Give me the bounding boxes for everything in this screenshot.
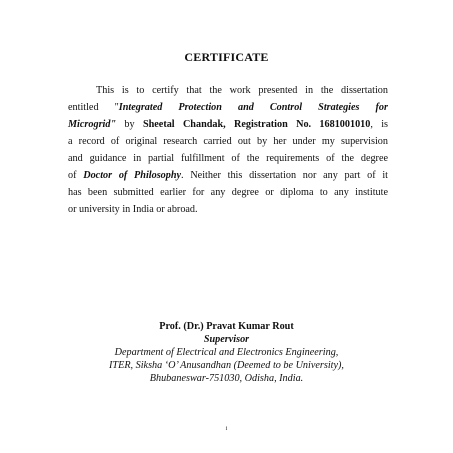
page-title: CERTIFICATE [184,50,269,64]
candidate-name: Sheetal Chandak, Registration No. 1681001010 [142,119,371,130]
entitled-text: entitled " [68,102,119,113]
body-line-3 [68,116,388,133]
page-number: i [225,426,228,432]
body-line-6 [68,167,388,184]
body-line-4: a record of original research carried out by her under my supervision [68,136,388,147]
body-line-8: or university in India or abroad. [68,204,198,215]
body-line-7: has been submitted earlier for any degree or diploma to any institute [68,187,388,198]
address: Bhubaneswar-751030, Odisha, India. [149,373,304,384]
dissertation-title-part1: Integrated Protection and Control Strategies for [118,102,388,113]
by-text: by [116,119,143,130]
degree-name: Doctor of Philosophy [83,170,182,181]
supervisor-name: Prof. (Dr.) Pravat Kumar Rout [159,321,294,332]
institute: ITER, Siksha ‘O’ Anusandhan (Deemed to be University), [109,360,344,371]
supervisor-role: Supervisor [203,334,250,345]
signature-block [0,320,453,385]
certificate-body [68,82,388,218]
body-line-5: and guidance in partial fulfillment of the requirements of the degree [68,153,388,164]
of-text: of [68,170,84,181]
dissertation-title-part2: Microgrid" [68,119,117,130]
body-line-1: This is to certify that the work presented in the dissertation [96,85,388,96]
department: Department of Electrical and Electronics Engineering, [114,347,339,358]
neither-text: . Neither this dissertation nor any part of it [181,170,388,181]
body-line-2 [68,99,388,116]
is-text: , is [370,119,389,130]
